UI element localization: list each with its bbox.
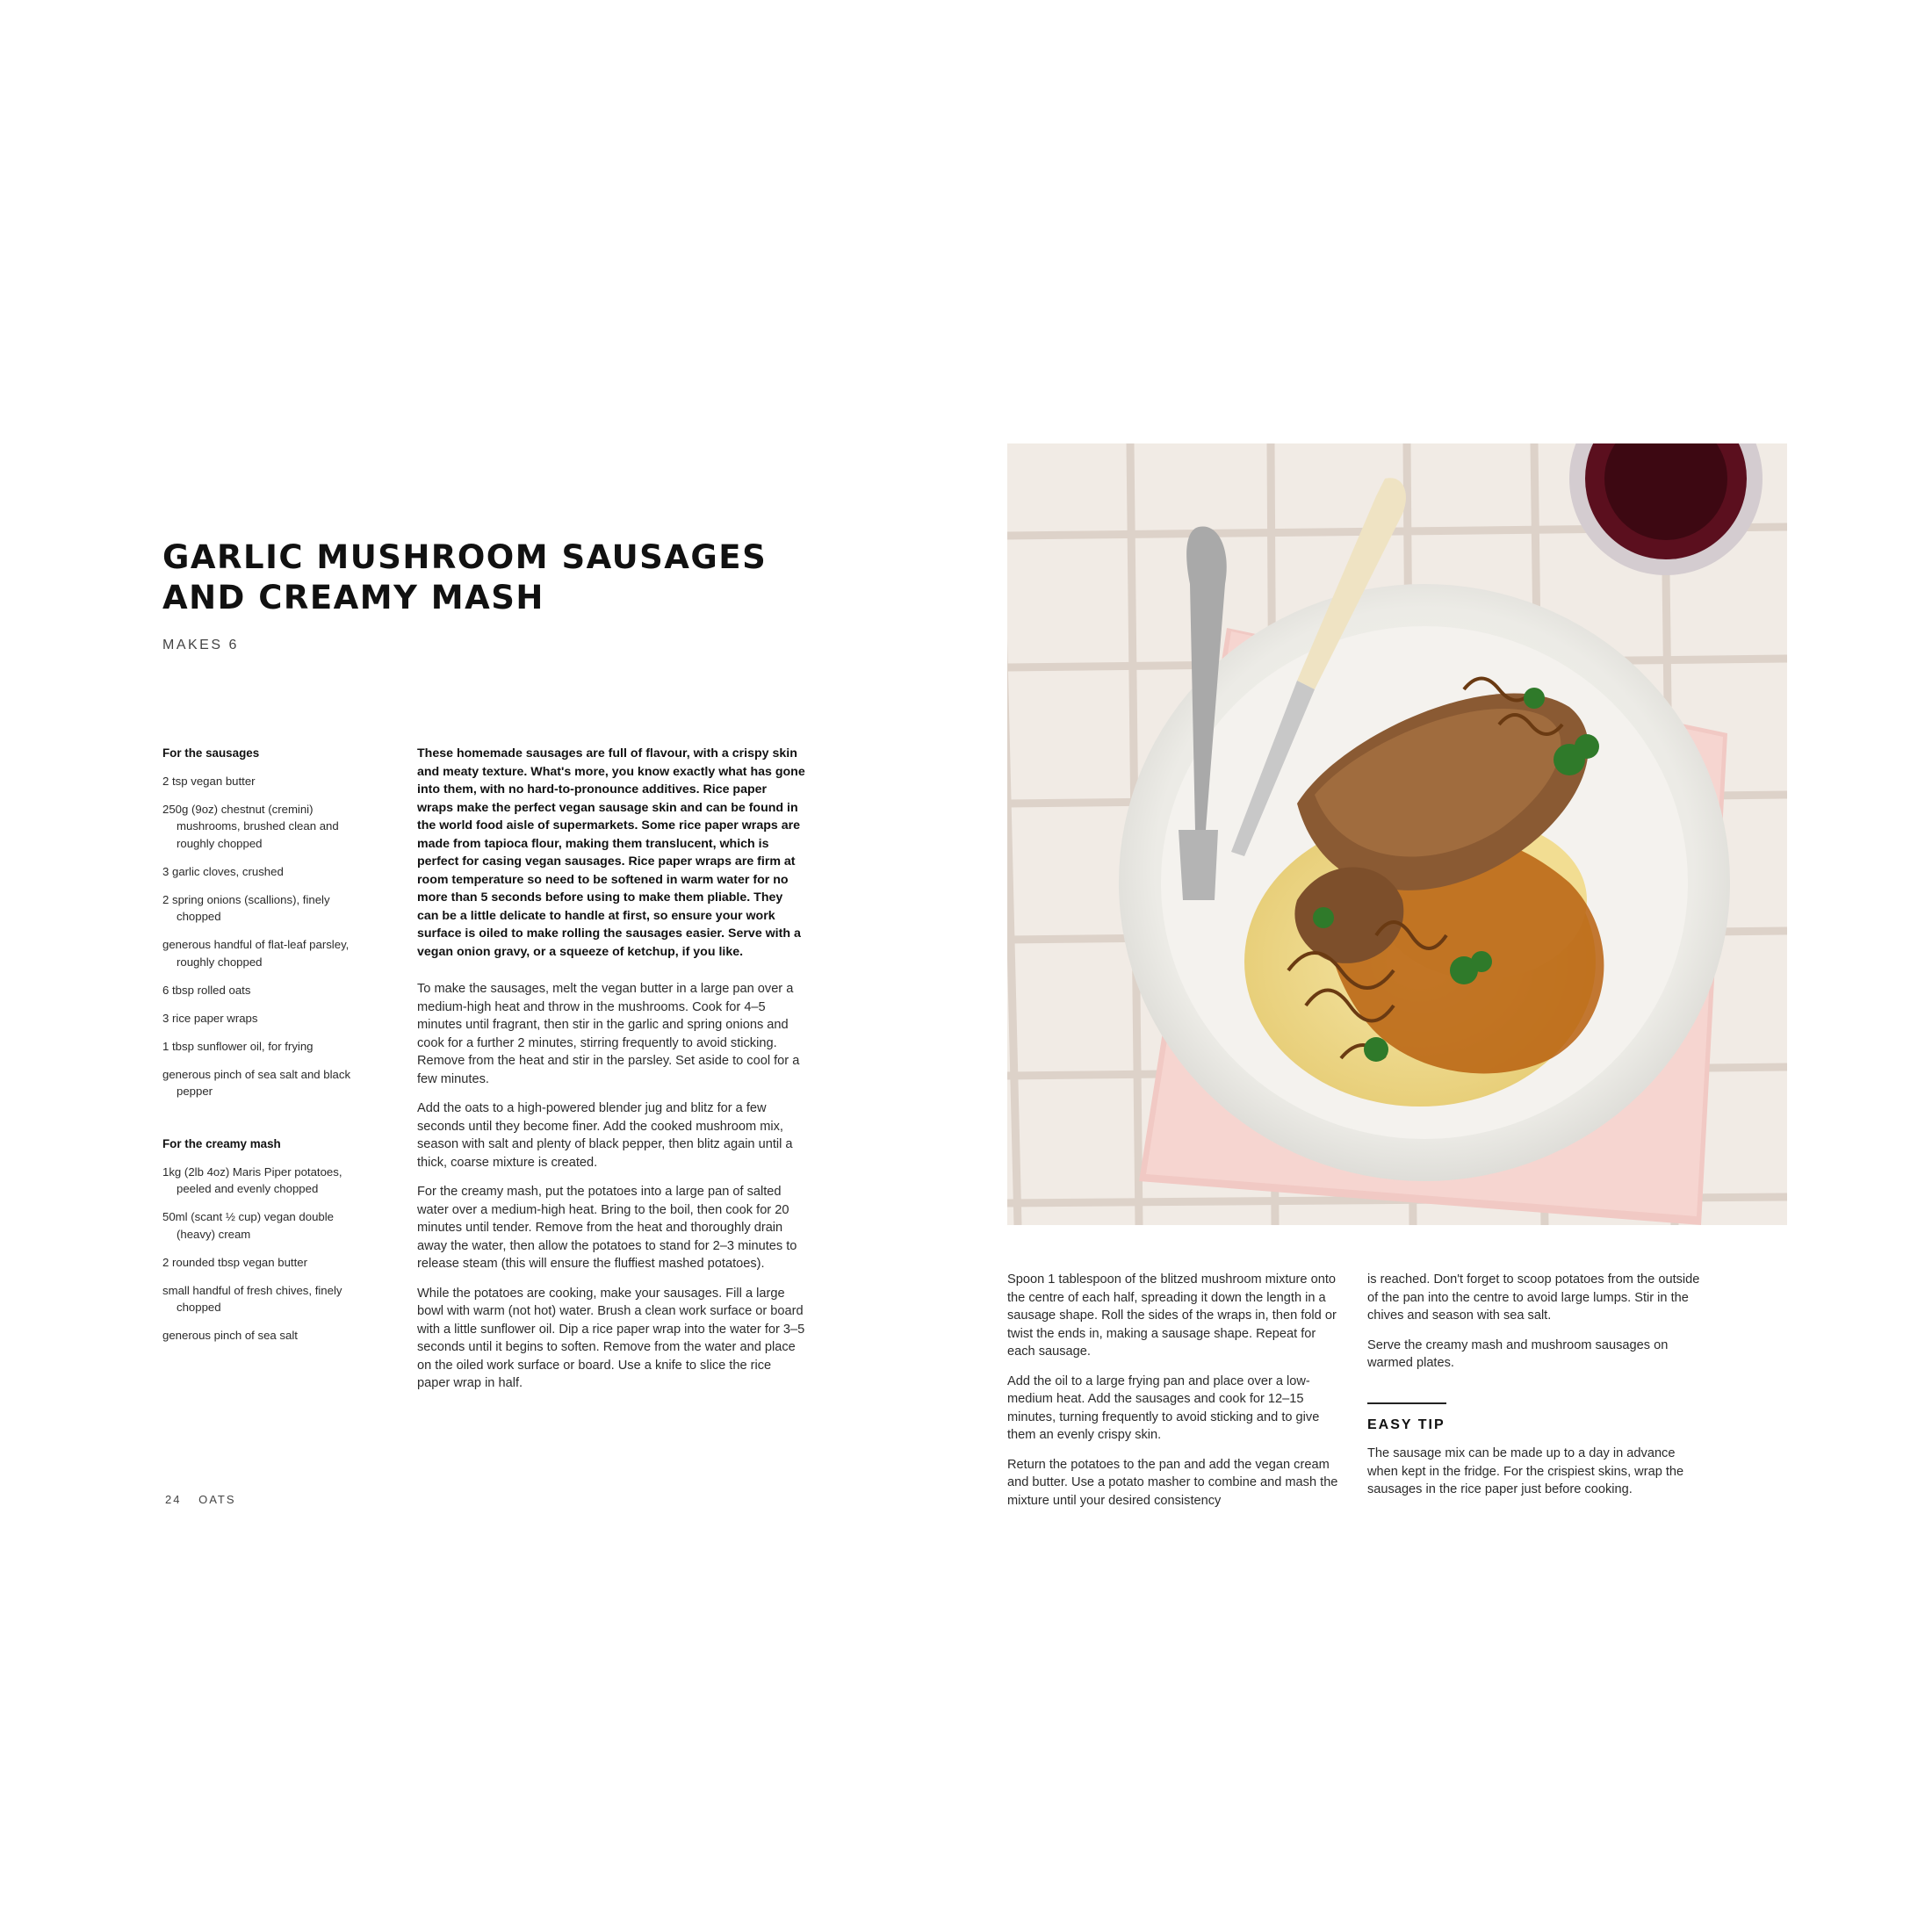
- ingredient-item: small handful of fresh chives, finely chopped: [162, 1283, 342, 1314]
- method-step: While the potatoes are cooking, make your sausages. Fill a large bowl with warm (not hot) water. Brush a clean work surface or board with a little sunflower oil. Dip a rice paper wrap into the water for 3–5 seconds until it begins to soften. Remove from the water and place on the oiled work surface or board. Use a knife to slice the rice paper wrap in half.: [417, 1286, 805, 1390]
- ingredient-item: 50ml (scant ½ cup) vegan double (heavy) cream: [162, 1210, 334, 1241]
- ingredient-item: generous pinch of sea salt and black pepper: [162, 1067, 351, 1098]
- ingredient-item: 2 spring onions (scallions), finely chopped: [162, 892, 330, 923]
- method-column-right-b: [1367, 1271, 1701, 1510]
- sausage-ingredients: [162, 745, 364, 1111]
- mash-ingredient-list: [162, 1164, 364, 1344]
- ingredient-item: 1kg (2lb 4oz) Maris Piper potatoes, peeled and evenly chopped: [162, 1164, 342, 1195]
- recipe-intro: These homemade sausages are full of flavour, with a crispy skin and meaty texture. What's more, you know exactly what has gone into them, with no hard-to-pronounce additives. Rice paper wraps make the perfect vegan sausage skin and can be found in the world food aisle of supermarkets. Some rice paper wraps are made from tapioca flour, making them translucent, which is perfect for casing vegan sausages. Rice paper wraps are firm at room temperature so need to be softened in warm water for no more than 5 seconds before using to make them pliable. They can be a little delicate to handle at first, so ensure your work surface is oiled to make rolling the sausages easier. Serve with a vegan onion gravy, or a squeeze of ketchup, if you like.: [417, 746, 805, 959]
- sausage-ingredient-list: [162, 773, 364, 1100]
- method-step: Add the oats to a high-powered blender jug and blitz for a few seconds until they become finer. Add the cooked mushroom mix, season with salt and plenty of black pepper, then blitz again until a thick, coarse mixture is created.: [417, 1101, 793, 1170]
- page-footer: [165, 1493, 236, 1506]
- ingredient-item: 3 rice paper wraps: [162, 1011, 258, 1025]
- tip-divider: [1367, 1402, 1446, 1404]
- tip-heading: EASY TIP: [1367, 1417, 1445, 1432]
- recipe-title: GARLIC MUSHROOM SAUSAGES AND CREAMY MASH: [162, 538, 768, 616]
- method-step: Add the oil to a large frying pan and place over a low-medium heat. Add the sausages and cook for 12–15 minutes, turning frequently to avoid sticking and to give them an evenly crispy skin.: [1007, 1373, 1320, 1442]
- mash-ingredients-heading: For the creamy mash: [162, 1137, 281, 1150]
- method-column-left: [417, 745, 805, 1404]
- sausage-ingredients-heading: For the sausages: [162, 746, 260, 760]
- ingredient-item: 6 tbsp rolled oats: [162, 983, 251, 997]
- method-step: Spoon 1 tablespoon of the blitzed mushroom mixture onto the centre of each half, spreading it down the length in a sausage shape. Roll the sides of the wraps in, then fold or twist the ends in, making a sausage shape. Repeat for each sausage.: [1007, 1272, 1337, 1359]
- method-column-right-a: [1007, 1271, 1341, 1521]
- ingredient-item: 2 rounded tbsp vegan butter: [162, 1255, 307, 1269]
- ingredient-item: 250g (9oz) chestnut (cremini) mushrooms, brushed clean and roughly chopped: [162, 802, 339, 850]
- page-number: 24: [165, 1493, 182, 1506]
- section-name: OATS: [198, 1493, 236, 1506]
- method-step-continued: is reached. Don't forget to scoop potatoes from the outside of the pan into the centre to avoid large lumps. Stir in the chives and season with sea salt.: [1367, 1272, 1700, 1323]
- method-step: To make the sausages, melt the vegan butter in a large pan over a medium-high heat and throw in the mushrooms. Cook for 4–5 minutes until fragrant, then stir in the garlic and spring onions and cook for a further 2 minutes, stirring frequently to avoid sticking. Remove from the heat and stir in the parsley. Set aside to cool for a few minutes.: [417, 982, 800, 1086]
- method-step: For the creamy mash, put the potatoes into a large pan of salted water over a medium-high heat. Bring to the boil, then cook for 20 minutes until tender. Remove from the heat and thoroughly drain away the water, then allow the potatoes to stand for 2–3 minutes to release steam (this will ensure the fluffiest mashed potatoes).: [417, 1185, 797, 1271]
- ingredient-item: 1 tbsp sunflower oil, for frying: [162, 1039, 314, 1053]
- ingredient-item: generous pinch of sea salt: [162, 1329, 298, 1342]
- ingredient-item: 3 garlic cloves, crushed: [162, 864, 284, 878]
- method-step: Serve the creamy mash and mushroom sausages on warmed plates.: [1367, 1337, 1669, 1370]
- recipe-yield: MAKES 6: [162, 638, 239, 652]
- recipe-photo: [1007, 443, 1787, 1225]
- ingredient-item: generous handful of flat-leaf parsley, roughly chopped: [162, 938, 350, 969]
- tip-text: The sausage mix can be made up to a day in advance when kept in the fridge. For the crispiest skins, wrap the sausages in the rice paper just before cooking.: [1367, 1446, 1684, 1496]
- food-photo-illustration: [1007, 443, 1787, 1225]
- method-step: Return the potatoes to the pan and add the vegan cream and butter. Use a potato masher to combine and mash the mixture until your desired consistency: [1007, 1457, 1338, 1508]
- mash-ingredients: [162, 1135, 364, 1355]
- ingredient-item: 2 tsp vegan butter: [162, 774, 256, 788]
